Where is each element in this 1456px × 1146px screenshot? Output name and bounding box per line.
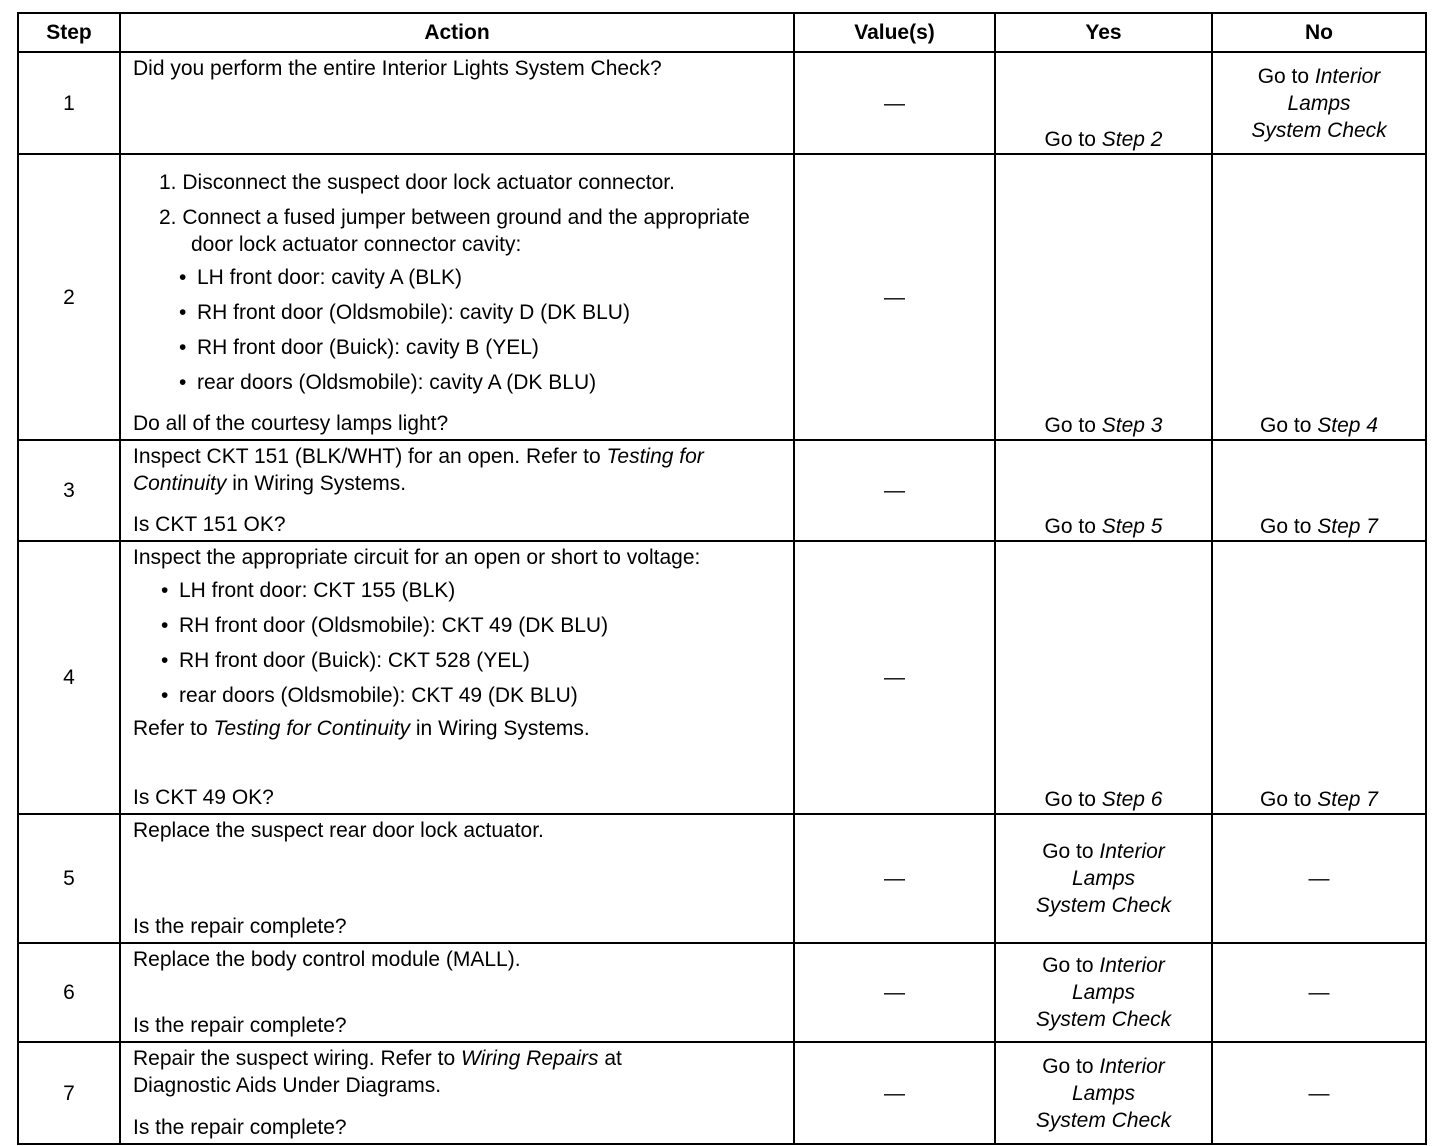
yes-cell [995,52,1212,154]
no-cell [1212,541,1426,814]
goto-label: Go to [1044,414,1096,437]
question-text: Is the repair complete? [133,1014,347,1037]
value-cell: — [794,1042,995,1144]
question-text: Is the repair complete? [133,915,347,938]
table-row [18,52,1426,154]
value-cell: — [794,814,995,943]
yes-ref-line2: Lamps [1071,867,1136,890]
bullet-item: • RH front door (Oldsmobile): cavity D (DK BLU) [133,299,783,326]
value-cell: — [794,943,995,1042]
bullet-item: • RH front door (Oldsmobile): CKT 49 (DK BLU) [133,612,783,639]
diagnostic-table [17,12,1427,1145]
goto-label: Go to [1042,840,1094,863]
goto-label: Go to [1044,788,1096,811]
goto-label: Go to [1042,954,1094,977]
action-cell [120,1042,794,1144]
no-step-ref: Step 7 [1317,788,1378,811]
question-text: Is CKT 49 OK? [133,786,274,809]
no-cell: — [1212,814,1426,943]
no-cell: — [1212,1042,1426,1144]
bullet-item: • RH front door (Buick): cavity B (YEL) [133,334,783,361]
bullet-item: • rear doors (Oldsmobile): cavity A (DK BLU) [133,369,783,396]
yes-ref-line3: System Check [1035,894,1172,917]
header-values: Value(s) [794,13,995,52]
table-row [18,814,1426,943]
no-cell [1212,154,1426,440]
yes-ref-line3: System Check [1035,1008,1172,1031]
action-cell [120,52,794,154]
value-cell: — [794,52,995,154]
step-number: 6 [18,943,120,1042]
action-text: Did you perform the entire Interior Lights System Check? [133,57,662,80]
goto-label: Go to [1260,788,1312,811]
yes-ref-line2: Lamps [1071,981,1136,1004]
yes-cell [995,1042,1212,1144]
action-cell [120,943,794,1042]
step-number: 7 [18,1042,120,1144]
numbered-item: 2. Connect a fused jumper between ground and the appropriate door lock actuator connector cavity: [159,206,750,256]
header-action: Action [120,13,794,52]
refer-text: Refer to Testing for Continuity in Wiring Systems. [133,717,590,740]
no-ref-line3: System Check [1251,118,1387,142]
goto-label: Go to [1260,414,1312,437]
table-row [18,440,1426,541]
step-number: 5 [18,814,120,943]
goto-label: Go to [1042,1054,1094,1078]
action-text: Replace the suspect rear door lock actuator. [133,819,544,842]
goto-label: Go to [1044,515,1096,538]
yes-cell [995,154,1212,440]
no-ref-line2: Lamps [1287,91,1351,115]
yes-ref-line1: Interior [1099,1054,1165,1078]
yes-ref-line2: Lamps [1071,1081,1136,1105]
table-row [18,1042,1426,1144]
question-text: Is the repair complete? [133,1116,347,1139]
step-number: 1 [18,52,120,154]
action-cell [120,440,794,541]
bullet-item: • rear doors (Oldsmobile): CKT 49 (DK BLU) [133,682,783,709]
yes-ref-line3: System Check [1035,1108,1172,1132]
value-cell: — [794,440,995,541]
question-text: Do all of the courtesy lamps light? [133,412,449,435]
action-text: Replace the body control module (MALL). [133,948,521,971]
table-row [18,541,1426,814]
table-row [18,943,1426,1042]
step-number: 2 [18,154,120,440]
action-cell [120,814,794,943]
question-text: Is CKT 151 OK? [133,513,286,536]
no-ref-line1: Interior [1314,64,1381,88]
yes-ref-line1: Interior [1099,840,1165,863]
bullet-item: • RH front door (Buick): CKT 528 (YEL) [133,647,783,674]
header-row [18,13,1426,52]
table-row [18,154,1426,440]
goto-label: Go to [1257,64,1310,88]
no-cell [1212,440,1426,541]
action-text-2: Diagnostic Aids Under Diagrams. [133,1074,442,1097]
numbered-item: 1. Disconnect the suspect door lock actuator connector. [159,171,675,194]
header-no: No [1212,13,1426,52]
header-yes: Yes [995,13,1212,52]
goto-label: Go to [1260,515,1312,538]
bullet-item: • LH front door: CKT 155 (BLK) [133,577,783,604]
value-cell: — [794,541,995,814]
yes-step-ref: Step 6 [1101,788,1163,811]
bullet-item: • LH front door: cavity A (BLK) [133,264,783,291]
no-cell: — [1212,943,1426,1042]
value-cell: — [794,154,995,440]
goto-label: Go to [1044,128,1096,151]
no-step-ref: Step 4 [1317,414,1378,437]
action-cell [120,541,794,814]
action-cell [120,154,794,440]
yes-ref-line1: Interior [1099,954,1165,977]
step-number: 4 [18,541,120,814]
no-step-ref: Step 7 [1317,515,1378,538]
action-text: Inspect CKT 151 (BLK/WHT) for an open. Refer to Testing for Continuity in Wiring Systems. [133,445,704,495]
no-cell [1212,52,1426,154]
yes-step-ref: Step 2 [1101,128,1163,151]
step-number: 3 [18,440,120,541]
action-text: Repair the suspect wiring. Refer to Wiring Repairs at [133,1047,622,1070]
yes-cell [995,440,1212,541]
yes-cell [995,814,1212,943]
yes-step-ref: Step 3 [1101,414,1163,437]
header-step: Step [18,13,120,52]
yes-cell [995,541,1212,814]
action-text: Inspect the appropriate circuit for an open or short to voltage: [133,546,701,569]
yes-step-ref: Step 5 [1101,515,1163,538]
yes-cell [995,943,1212,1042]
